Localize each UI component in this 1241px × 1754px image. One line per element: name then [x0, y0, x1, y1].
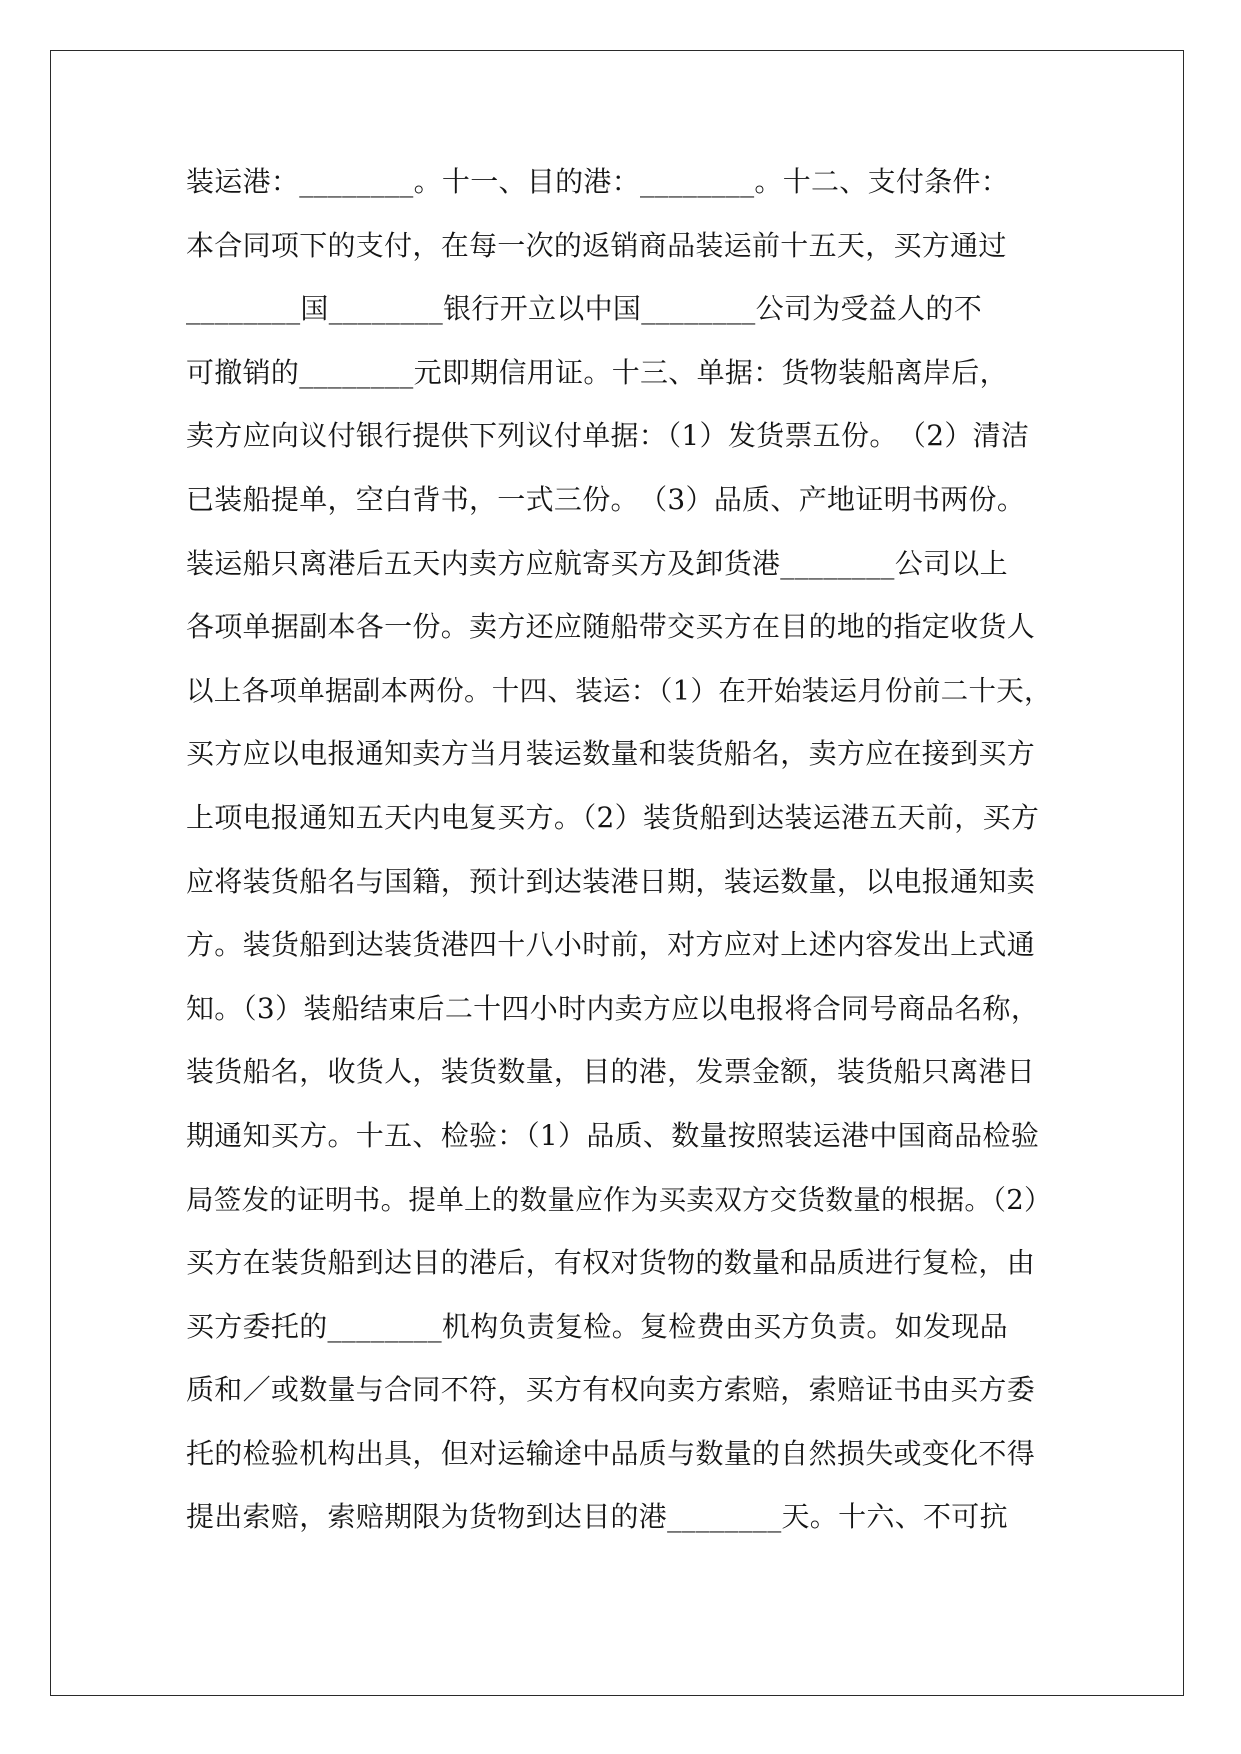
- text-line: 上项电报通知五天内电复买方。（2）装货船到达装运港五天前，买方: [186, 800, 1040, 834]
- text-line: 卖方应向议付银行提供下列议付单据：（1）发货票五份。 （2）清洁: [186, 419, 1030, 453]
- text-line: 以上各项单据副本两份。十四、装运：（1）在开始装运月份前二十天，: [186, 674, 1052, 707]
- text-line: 买方委托的________机构负责复检。复检费由买方负责。如发现品: [186, 1309, 1008, 1343]
- text-line: 装运船只离港后五天内卖方应航寄买方及卸货港________公司以上: [186, 546, 1008, 580]
- text-line: ________国________银行开立以中国________公司为受益人的不: [186, 292, 983, 326]
- text-line: 局签发的证明书。提单上的数量应作为买卖双方交货数量的根据。（2）: [186, 1183, 1052, 1216]
- text-line: 应将装货船名与国籍，预计到达装港日期，装运数量，以电报通知卖: [186, 864, 1036, 898]
- text-line: 装运港：________。十一、目的港：________。十二、支付条件：: [186, 165, 1010, 198]
- text-line: 各项单据副本各一份。卖方还应随船带交买方在目的地的指定收货人: [186, 610, 1036, 644]
- text-line: 装货船名，收货人，装货数量，目的港，发票金额，装货船只离港日: [186, 1055, 1036, 1089]
- text-line: 知。（3）装船结束后二十四小时内卖方应以电报将合同号商品名称，: [186, 991, 1040, 1025]
- text-line: 本合同项下的支付，在每一次的返销商品装运前十五天，买方通过: [186, 228, 1007, 262]
- text-line: 托的检验机构出具，但对运输途中品质与数量的自然损失或变化不得: [186, 1436, 1036, 1470]
- text-line: 质和／或数量与合同不符，买方有权向卖方索赔，索赔证书由买方委: [186, 1373, 1036, 1407]
- text-line: 已装船提单，空白背书，一式三份。 （3）品质、产地证明书两份。: [186, 482, 1026, 516]
- text-line: 期通知买方。十五、检验：（1）品质、数量按照装运港中国商品检验: [186, 1118, 1040, 1152]
- text-line: 买方应以电报通知卖方当月装运数量和装货船名，卖方应在接到买方: [186, 737, 1036, 771]
- contract-body: [186, 159, 1066, 1558]
- text-line: 买方在装货船到达目的港后，有权对货物的数量和品质进行复检，由: [186, 1246, 1036, 1280]
- text-line: 方。装货船到达装货港四十八小时前，对方应对上述内容发出上式通: [186, 928, 1036, 962]
- text-line: 可撤销的________元即期信用证。十三、单据：货物装船离岸后，: [186, 355, 1008, 389]
- text-line: 提出索赔，索赔期限为货物到达目的港________天。十六、不可抗: [186, 1500, 1008, 1534]
